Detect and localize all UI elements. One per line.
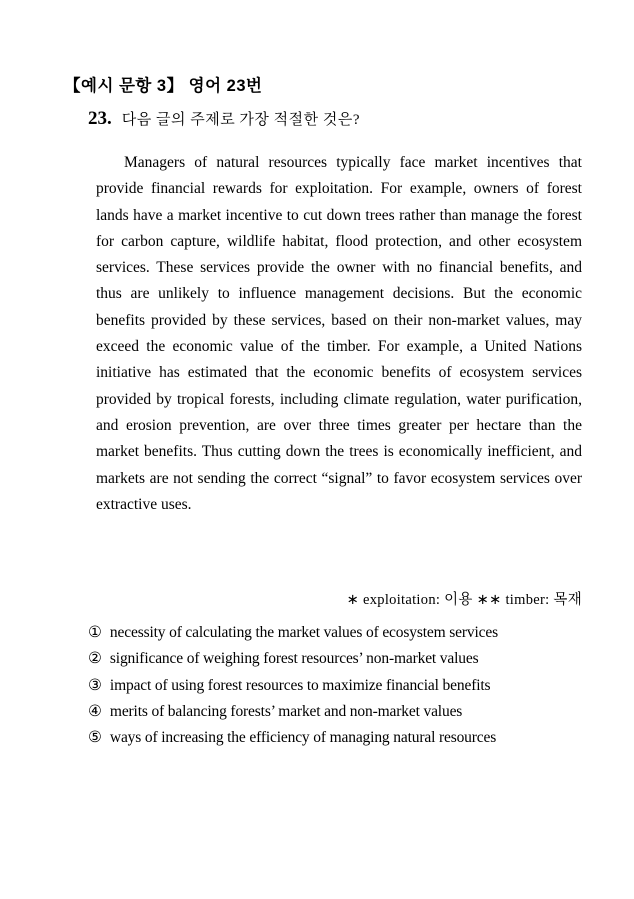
choice-number-3: ③ [88,676,102,694]
choice-item-2 [88,646,590,672]
question-number: 23. [88,108,112,129]
question-text: 다음 글의 주제로 가장 적절한 것은? [121,112,361,128]
choice-text-2: significance of weighing forest resources’ non-market values [109,650,479,668]
choice-text-5: ways of increasing the efficiency of managing natural resources [109,729,497,747]
passage: Managers of natural resources typically face market incentives that provide financial rewards for exploitation. For example, owners of forest lands have a market incentive to cut down trees rather than manage the forest for carbon capture, wildlife habitat, flood protection, and other ecosystem services. These services provide the owner with no financial benefits, and thus are unlikely to influence management decisions. But the economic benefits provided by these services, based on their non-market values, may exceed the economic value of the timber. For example, a United Nations initiative has estimated that the economic benefits of ecosystem services provided by tropical forests, including climate regulation, water purification, and erosion prevention, are over three times greater per hectare than the market benefits. Thus cutting down the trees is economically inefficient, and markets are not sending the correct “signal” to favor ecosystem services over extractive uses. [96,154,582,513]
choice-number-2: ② [88,650,102,668]
choice-item-3 [88,673,590,699]
exam-header: 【예시 문항 3】 영어 23번 [64,77,263,95]
choice-text-1: necessity of calculating the market values of ecosystem services [109,624,498,641]
question-line [88,108,360,130]
choice-item-1 [88,620,590,646]
choice-list [88,620,590,751]
choice-text-3: impact of using forest resources to maximize financial benefits [109,676,491,694]
choice-text-4: merits of balancing forests’ market and non-market values [109,702,463,720]
choice-number-1: ① [88,624,102,641]
choice-number-5: ⑤ [88,729,102,747]
choice-item-4 [88,699,590,725]
vocabulary-footnote: ∗ exploitation: 이용 ∗∗ timber: 목재 [346,592,582,608]
choice-item-5 [88,725,590,751]
choice-number-4: ④ [88,702,102,720]
